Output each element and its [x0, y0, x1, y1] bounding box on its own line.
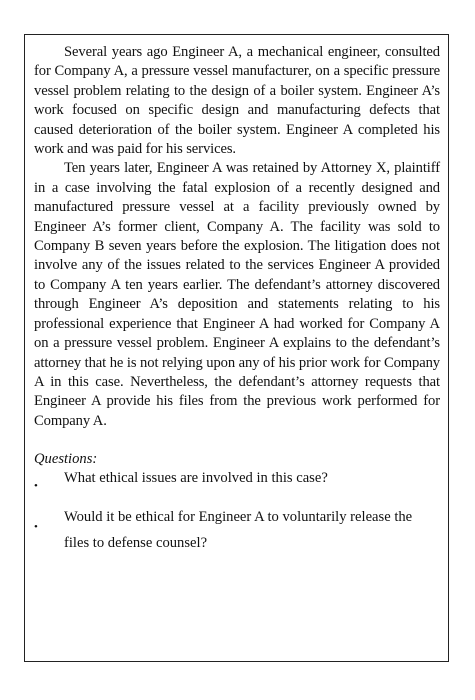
- question-list: [34, 469, 440, 556]
- bullet-icon: •: [34, 521, 38, 534]
- case-text-frame: [24, 34, 449, 662]
- question-text: What ethical issues are involved in this case?: [64, 470, 328, 487]
- case-paragraph-1: Several years ago Engineer A, a mechanical engineer, consulted for Company A, a pressure vessel manufacturer, on a specific pressure vessel problem relating to the design of a boiler system. Engineer A’s work focused on specific design and manufacturing defects that caused deterioration of the boiler system. Engineer A completed his work and was paid for his services.: [34, 44, 440, 158]
- questions-heading: Questions:: [34, 451, 98, 468]
- case-paragraph-2: Ten years later, Engineer A was retained by Attorney X, plaintiff in a case involving the fatal explosion of a recently designed and manufactured pressure vessel at a facility previously owned by Engineer A’s former client, Company A. The facility was sold to Company B seven years before the explosion. The litigation does not involve any of the issues related to the services Engineer A provided to Company A ten years earlier. The defendant’s attorney discovered through Engineer A’s deposition and statements relating to his professional experience that Engineer A had worked for Company A on a pressure vessel problem. Engineer A explains to the defendant’s attorney that he is not relying upon any of his prior work for Company A in this case. Nevertheless, the defendant’s attorney requests that Engineer A provide his files from the previous work performed for Company A.: [34, 160, 440, 429]
- bullet-icon: •: [34, 480, 38, 493]
- question-text: Would it be ethical for Engineer A to voluntarily release the files to defense counsel?: [64, 509, 413, 552]
- question-item: [34, 469, 440, 493]
- question-item: [34, 504, 440, 556]
